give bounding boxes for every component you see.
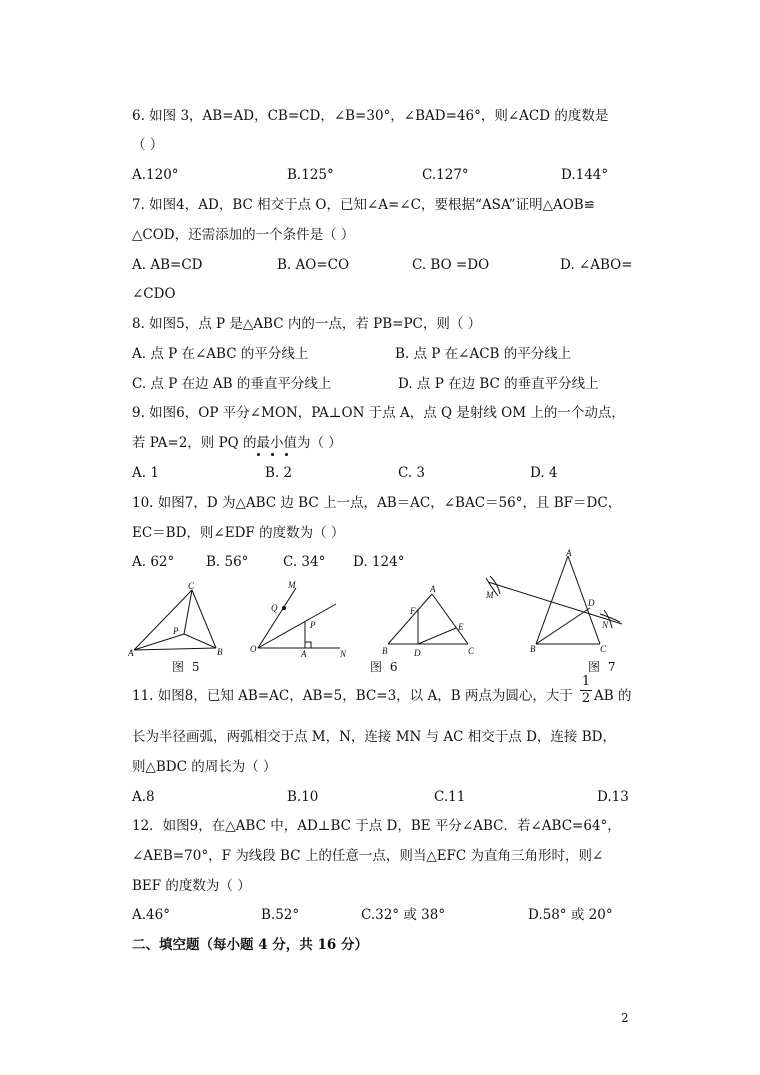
q11-option-b: B.10: [287, 789, 319, 805]
q6-line1: 6. 如图 3，AB=AD，CB=CD，∠B=30°，∠BAD=46°，则∠ACD 的度数是: [132, 108, 609, 124]
emphasis-dot: [257, 453, 260, 456]
fig-mid-label-n: N: [340, 649, 347, 658]
q7-option-b: B. AO=CO: [277, 257, 350, 273]
q9-option-a: A. 1: [132, 465, 159, 481]
fig-mid-label-o: O: [250, 644, 257, 654]
page-number: 2: [621, 1011, 629, 1025]
q12-option-a: A.46°: [132, 907, 170, 923]
q10-option-c: C. 34°: [283, 554, 326, 570]
q11-line3: 则△BDC 的周长为（ ）: [132, 759, 277, 775]
fig-mid-label-q: Q: [271, 603, 278, 613]
fig7-label-c: C: [600, 644, 607, 654]
q8-option-d: D. 点 P 在边 BC 的垂直平分线上: [398, 376, 599, 392]
q11-option-c: C.11: [434, 789, 466, 805]
fig6-label-e: E: [458, 622, 464, 632]
fig7-label-m: M: [486, 590, 494, 600]
q11-option-a: A.8: [132, 789, 155, 805]
q10-line2: EC＝BD，则∠EDF 的度数为（ ）: [132, 525, 345, 541]
q10-option-a: A. 62°: [132, 554, 175, 570]
fig7-label-d: D: [588, 598, 595, 608]
q7-option-a: A. AB=CD: [132, 257, 203, 273]
fig7-label-n: N: [602, 620, 609, 630]
fig6-label-d: D: [414, 648, 421, 658]
figure-5: [128, 582, 228, 660]
q11-line1: 11. 如图8，已知 AB=AC，AB=5，BC=3，以 A，B 两点为圆心，大于: [132, 688, 573, 704]
section-heading: 二、填空题（每小题 4 分，共 16 分）: [132, 937, 368, 953]
q8-option-c: C. 点 P 在边 AB 的垂直平分线上: [132, 376, 332, 392]
fig6-label-f: F: [410, 606, 416, 616]
fraction-one-half: [579, 675, 593, 706]
q10-line1: 10. 如图7，D 为△ABC 边 BC 上一点，AB＝AC，∠BAC＝56°，且 BF＝DC，: [132, 495, 622, 511]
fraction-numerator: 1: [581, 674, 591, 689]
q7-line1: 7. 如图4，AD，BC 相交于点 O，已知∠A=∠C，要根据“ASA”证明△AOB≌: [132, 197, 595, 213]
figure-6: [376, 582, 486, 658]
q9-option-b: B. 2: [265, 465, 293, 481]
q7-line2: △COD，还需添加的一个条件是（ ）: [132, 227, 355, 243]
figure-5-caption: 图 5: [172, 660, 202, 674]
q8-option-b: B. 点 P 在∠ACB 的平分线上: [395, 346, 572, 362]
q8-option-a: A. 点 P 在∠ABC 的平分线上: [132, 346, 309, 362]
q6-option-b: B.125°: [287, 167, 334, 183]
q7-option-d: D. ∠ABO=: [560, 257, 633, 273]
q10-option-d: D. 124°: [353, 554, 405, 570]
fig6-label-b: B: [382, 646, 388, 656]
fig5-label-a: A: [128, 648, 134, 658]
q8-line1: 8. 如图5，点 P 是△ABC 内的一点，若 PB=PC，则（ ）: [132, 316, 482, 332]
fig5-label-p: P: [173, 626, 179, 636]
q10-option-b: B. 56°: [206, 554, 249, 570]
q6-line2: （ ）: [132, 137, 164, 153]
q9-line2: 若 PA=2，则 PQ 的最小值为（ ）: [132, 435, 342, 451]
fig-mid-label-m: M: [288, 580, 296, 590]
q7-option-d-cont: ∠CDO: [132, 286, 176, 302]
q11-line2: 长为半径画弧，两弧相交于点 M，N，连接 MN 与 AC 相交于点 D，连接 BD，: [132, 729, 616, 745]
q6-option-c: C.127°: [422, 167, 469, 183]
fig-mid-label-a: A: [301, 649, 307, 658]
q12-line1: 12．如图9，在△ABC 中，AD⊥BC 于点 D，BE 平分∠ABC．若∠ABC=64°，: [132, 818, 621, 834]
q6-option-a: A.120°: [132, 167, 179, 183]
figure-7: [480, 548, 630, 658]
fig7-label-b: B: [530, 644, 536, 654]
fig5-label-c: C: [188, 582, 195, 591]
q12-line2: ∠AEB=70°，F 为线段 BC 上的任意一点，则当△EFC 为直角三角形时，则∠: [132, 848, 604, 864]
figure-6-caption: 图 6: [370, 660, 400, 674]
q9-option-c: C. 3: [398, 465, 426, 481]
emphasis-dot: [271, 453, 274, 456]
q9-option-d: D. 4: [530, 465, 558, 481]
q11-option-d: D.13: [597, 789, 629, 805]
figure-7-caption: 图 7: [588, 660, 618, 674]
fig6-label-c: C: [468, 646, 475, 656]
fig-mid-label-p: P: [310, 620, 316, 630]
q11-line1-end: AB 的: [594, 688, 632, 704]
q9-line1: 9. 如图6，OP 平分∠MON，PA⊥ON 于点 A，点 Q 是射线 OM 上的一个动点，: [132, 405, 625, 421]
figure-angle-bisector: [248, 578, 358, 658]
fraction-denominator: 2: [581, 691, 591, 706]
fig7-label-a: A: [566, 548, 572, 558]
q12-option-d: D.58° 或 20°: [528, 907, 613, 923]
q12-option-c: C.32° 或 38°: [361, 907, 446, 923]
emphasis-dot: [285, 453, 288, 456]
q7-option-c: C. BO =DO: [412, 257, 490, 273]
q6-option-d: D.144°: [561, 167, 609, 183]
fig5-label-b: B: [217, 647, 223, 657]
fig6-label-a: A: [430, 584, 436, 594]
q12-line3: BEF 的度数为（ ）: [132, 878, 251, 894]
q12-option-b: B.52°: [261, 907, 300, 923]
